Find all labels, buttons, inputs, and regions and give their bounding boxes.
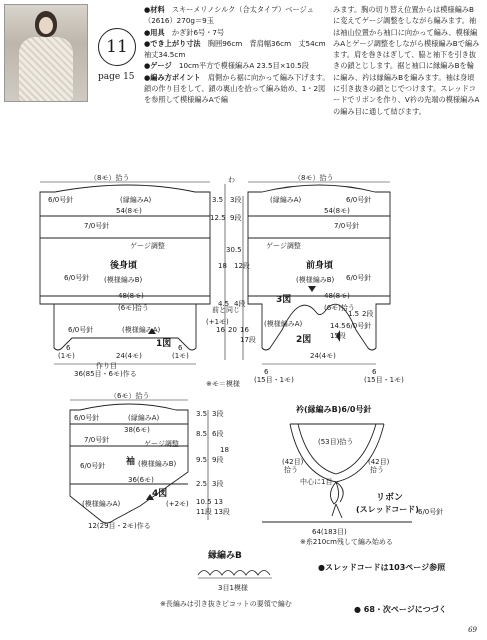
back-width2: 48(8モ) bbox=[118, 292, 144, 300]
sleeve-hook6b: 6/0号針 bbox=[80, 462, 106, 470]
gauge-line: ●ゲージ 10cm平方で模様編みA 23.5目×10.5段 bbox=[144, 61, 309, 71]
dim-seg5: 4.5 bbox=[218, 300, 230, 308]
sleeve-pattern-b: (模様編みB) bbox=[138, 460, 177, 468]
back-same-as-front: 前と同じ bbox=[212, 306, 240, 314]
ribbon-hook: 6/0号針 bbox=[418, 508, 444, 516]
dim-seg8: 16 bbox=[240, 326, 249, 334]
front-hook7: 7/0号針 bbox=[334, 222, 360, 230]
legend-note: ※モ＝模様 bbox=[206, 380, 240, 388]
front-hook6b: 6/0号針 bbox=[346, 274, 372, 282]
edge-b-note: ※長編みは引き抜きピコットの要領で編む bbox=[160, 600, 292, 608]
back-pattern-a2: (模様編みA) bbox=[122, 326, 161, 334]
front-gauge: ゲージ調整 bbox=[266, 242, 301, 250]
sleeve-d4: 18 bbox=[220, 446, 229, 454]
collar-right: (42目) bbox=[368, 458, 390, 466]
sleeve-d5: 2.5 bbox=[196, 480, 208, 488]
ribbon-subtitle: (スレッドコード) bbox=[356, 505, 419, 514]
front-pattern-b: (模様編みB) bbox=[296, 276, 335, 284]
instructions-column: みます。胸の切り替え位置からは模様編みBに変えてゲージ調整をしながら編みます。袖は袖山位置から袖口に向かって編み、模様編みAとゲージ調整をしながら模様編みBで編みます。肩を巻きはぎして、脇と袖下を引き抜きの鎖とじします。裾と袖口に縁編みBを輪に編み、衿は縁編みBを編みます。袖は身頃に引き抜きの鎖とじでつけます。スレッドコードでリボンを作り、V衿の先端の模様編みAの編み目に通して結びます。 bbox=[333, 5, 480, 116]
front-title: 前身頃 bbox=[306, 261, 334, 271]
ribbon-length-note: ※糸210cm残して編み始める bbox=[300, 538, 393, 546]
back-hook6: 6/0号針 bbox=[64, 274, 90, 282]
back-side-right: 6 bbox=[178, 344, 183, 352]
sleeve-width1: 38(6モ) bbox=[124, 426, 150, 434]
sleeve-hook6: 6/0号針 bbox=[74, 414, 100, 422]
back-chain-count: 36(85目・6モ)作る bbox=[74, 370, 137, 378]
back-gauge: ゲージ調整 bbox=[130, 242, 165, 250]
collar-title: 衿(縁編みB)6/0号針 bbox=[296, 405, 372, 414]
page-reference: page 15 bbox=[98, 72, 135, 82]
front-side-right: 6 bbox=[372, 368, 377, 376]
front-pattern-a2: (模様編みA) bbox=[264, 320, 303, 328]
edge-stitch-sample bbox=[198, 571, 270, 576]
back-pick2: (6モ)拾う bbox=[118, 304, 149, 312]
tools-line: ●用具 かぎ針6号・7号 bbox=[144, 27, 225, 37]
dim-seg2: 12.5 bbox=[210, 214, 226, 222]
dim-seg7: 20 bbox=[228, 326, 237, 334]
sleeve-hook7: 7/0号針 bbox=[84, 436, 110, 444]
sleeve-width2: 36(6モ) bbox=[128, 476, 154, 484]
figure-3-label: 3図 bbox=[276, 295, 292, 305]
material-line: ●材料 スキーメリノシルク（合太タイプ）ベージュ（2616）270g＝9玉 bbox=[144, 5, 314, 26]
front-bottom: 24(4モ) bbox=[310, 352, 336, 360]
tips-line: ●編み方ポイント 肩側から裾に向かって編み下げます。鎖の作り目をして、鎖の裏山を拾って編み始め、1・2図を参照して模様編みAで編 bbox=[144, 72, 330, 105]
size-line: ●でき上がり寸法 胸囲96cm 背肩幅36cm 丈54cm 袖丈34.5cm bbox=[144, 38, 333, 60]
pattern-number-badge: 11 bbox=[98, 28, 136, 66]
sleeve-pattern-a2: (模様編みA) bbox=[82, 500, 121, 508]
edge-b-title: 縁編みB bbox=[208, 551, 242, 561]
front-pick2: (6モ)拾う bbox=[324, 304, 355, 312]
back-width1: 54(8モ) bbox=[116, 207, 142, 215]
figure-1-label: 1図 bbox=[156, 339, 172, 349]
continued-note: ● 68・次ページにつづく bbox=[354, 605, 447, 614]
sleeve-chain: 12(29目・2モ)作る bbox=[88, 522, 151, 530]
front-side-left: 6 bbox=[264, 368, 269, 376]
back-title: 後身頃 bbox=[110, 261, 138, 271]
back-pattern-b: (模様編みB) bbox=[104, 276, 143, 284]
ribbon-title: リボン bbox=[376, 493, 404, 503]
back-side-left: 6 bbox=[66, 344, 71, 352]
front-v2: 14.5 bbox=[330, 322, 346, 330]
sleeve-d7: 13 bbox=[214, 498, 223, 506]
figure-2-label: 2図 bbox=[296, 335, 312, 345]
collar-center: 中心に1目 bbox=[300, 478, 333, 486]
fold-mark: わ bbox=[228, 176, 235, 184]
ribbon-bow bbox=[330, 482, 343, 518]
back-hook7: 7/0号針 bbox=[84, 222, 110, 230]
dim-seg1: 3.5 bbox=[212, 196, 224, 204]
sleeve-plus: (+2モ) bbox=[166, 500, 189, 508]
front-width2: 48(8モ) bbox=[324, 292, 350, 300]
dim-seg3: 30.5 bbox=[226, 246, 242, 254]
cord-reference: ●スレッドコードは103ページ参照 bbox=[318, 563, 446, 572]
back-bottom: 24(4モ) bbox=[116, 352, 142, 360]
front-width1: 54(8モ) bbox=[324, 207, 350, 215]
sleeve-d6: 10.5 bbox=[196, 498, 212, 506]
back-plus: (+1モ) bbox=[206, 318, 229, 326]
edge-b-repeat: 3目1模様 bbox=[218, 584, 248, 592]
sleeve-d1: 3.5 bbox=[196, 410, 208, 418]
sleeve-gauge: ゲージ調整 bbox=[144, 440, 179, 448]
dim-seg4: 18 bbox=[218, 262, 227, 270]
front-hook6c: 6/0号針 bbox=[346, 322, 372, 330]
back-hook-top: 6/0号針 bbox=[48, 196, 74, 204]
front-hook6: 6/0号針 bbox=[346, 196, 372, 204]
front-top-pick: （8モ）拾う bbox=[294, 174, 334, 182]
back-start-chain: 作り目 bbox=[96, 362, 117, 370]
back-hook6b: 6/0号針 bbox=[68, 326, 94, 334]
collar-top-pick: (53目)拾う bbox=[318, 438, 354, 446]
dim-seg6: 16 bbox=[216, 326, 225, 334]
sleeve-d3: 9.5 bbox=[196, 456, 208, 464]
back-edge-a: (縁編みA) bbox=[120, 196, 152, 204]
back-top-pick: （8モ）拾う bbox=[90, 174, 130, 182]
page-number: 69 bbox=[468, 626, 477, 634]
collar-left: (42目) bbox=[282, 458, 304, 466]
sleeve-top-pick: （6モ）拾う bbox=[110, 392, 150, 400]
sleeve-d2: 8.5 bbox=[196, 430, 208, 438]
figure-4-label: 4図 bbox=[152, 489, 168, 499]
ribbon-length: 64(183目) bbox=[312, 528, 347, 536]
sleeve-edge-a: (縁編みA) bbox=[128, 414, 160, 422]
front-edge-a: (縁編みA) bbox=[270, 196, 302, 204]
front-v1: 1.5 bbox=[348, 310, 360, 318]
sleeve-title: 袖 bbox=[126, 457, 136, 467]
